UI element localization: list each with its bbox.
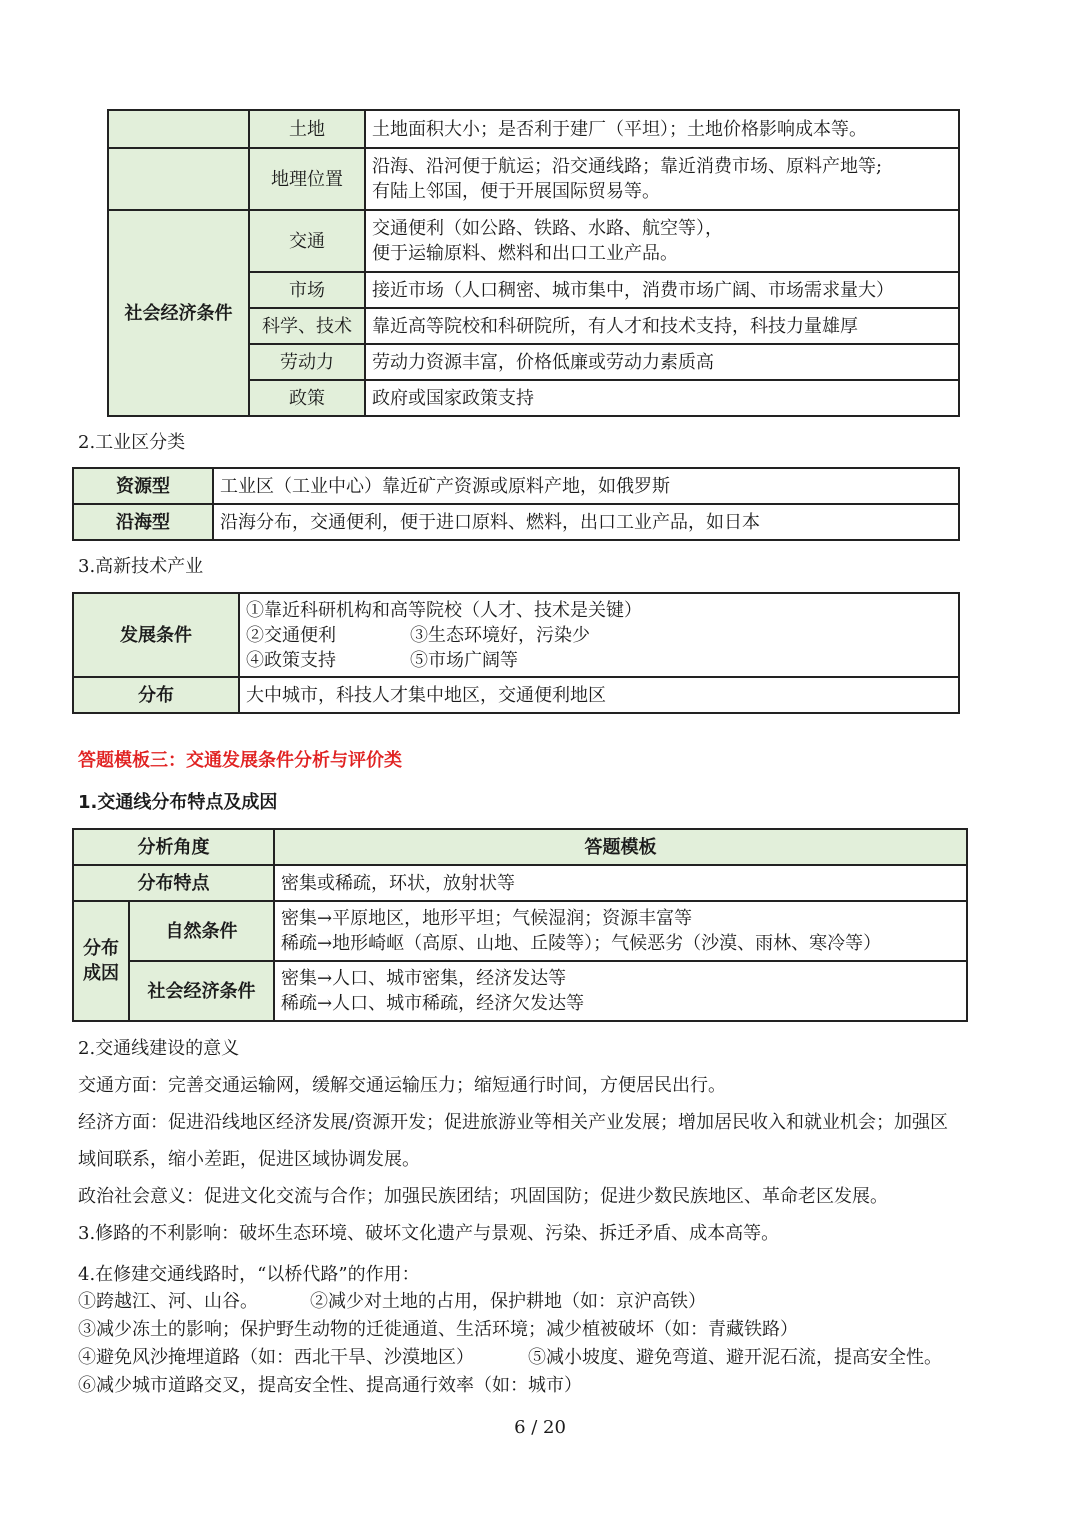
natural-desc [274, 901, 967, 961]
list-item: ①跨越江、河、山谷。 [78, 1291, 258, 1312]
group-label: 社会经济条件 [108, 210, 249, 416]
factor-desc: 土地面积大小；是否利于建厂（平坦）；土地价格影响成本等。 [365, 110, 959, 148]
cause-label-line: 成因 [83, 963, 119, 984]
industrial-location-table [107, 109, 960, 417]
section-title: 2.工业区分类 [78, 432, 186, 453]
desc-line: 便于运输原料、燃料和出口工业产品。 [372, 243, 678, 264]
factor-name: 土地 [249, 110, 365, 148]
natural-label: 自然条件 [129, 901, 274, 961]
factor-name: 政策 [249, 380, 365, 416]
blank-cell [108, 110, 249, 148]
zone-type: 资源型 [73, 468, 213, 504]
paragraph: 经济方面：促进沿线地区经济发展/资源开发；促进旅游业等相关产业发展；增加居民收入和就业机会；加强区 [78, 1112, 949, 1133]
list-item: ②减少对土地的占用，保护耕地（如：京沪高铁） [310, 1291, 706, 1312]
socio-label: 社会经济条件 [129, 961, 274, 1021]
factor-desc [365, 210, 959, 272]
list-item: ⑥减少城市道路交叉，提高安全性、提高通行效率（如：城市） [78, 1375, 582, 1396]
desc-line: 密集→平原地区，地形平坦；气候湿润；资源丰富等 [281, 908, 693, 929]
desc-line: 有陆上邻国，便于开展国际贸易等。 [372, 181, 660, 202]
zone-desc: 工业区（工业中心）靠近矿产资源或原料产地，如俄罗斯 [213, 468, 959, 504]
page-number: 6 / 20 [514, 1417, 566, 1438]
header-angle: 分析角度 [73, 829, 274, 865]
list-item: ⑤减小坡度、避免弯道、避开泥石流，提高安全性。 [528, 1347, 942, 1368]
zone-type: 沿海型 [73, 504, 213, 540]
distribution-desc: 大中城市，科技人才集中地区，交通便利地区 [239, 677, 959, 713]
industrial-zone-table [72, 467, 960, 541]
desc-line: 稀疏→地形崎岖（高原、山地、丘陵等）；气候恶劣（沙漠、雨林、寒冷等） [281, 933, 882, 954]
feature-label: 分布特点 [73, 865, 274, 901]
item: ④政策支持 [246, 649, 336, 671]
factor-desc: 靠近高等院校和科研院所，有人才和技术支持，科技力量雄厚 [365, 308, 959, 344]
paragraph: 交通方面：完善交通运输网，缓解交通运输压力；缩短通行时间，方便居民出行。 [78, 1075, 726, 1096]
paragraph: 政治社会意义：促进文化交流与合作；加强民族团结；巩固国防；促进少数民族地区、革命老区发展。 [78, 1186, 888, 1207]
desc-line: 交通便利（如公路、铁路、水路、航空等）， [372, 218, 723, 239]
transport-analysis-table [72, 828, 968, 1022]
sub-heading: 1.交通线分布特点及成因 [78, 792, 278, 813]
header-template: 答题模板 [274, 829, 967, 865]
condition-desc [239, 593, 959, 677]
factor-desc: 劳动力资源丰富，价格低廉或劳动力素质高 [365, 344, 959, 380]
desc-line [246, 648, 952, 673]
factor-name: 科学、技术 [249, 308, 365, 344]
paragraph: 4.在修建交通线路时，“以桥代路”的作用： [78, 1264, 420, 1285]
desc-line: 沿海、沿河便于航运；沿交通线路；靠近消费市场、原料产地等; [372, 156, 883, 177]
zone-desc: 沿海分布，交通便利，便于进口原料、燃料，出口工业产品，如日本 [213, 504, 959, 540]
factor-name: 劳动力 [249, 344, 365, 380]
section-title: 2.交通线建设的意义 [78, 1038, 240, 1059]
list-item: ③减少冻土的影响；保护野生动物的迁徙通道、生活环境；减少植被破坏（如：青藏铁路） [78, 1319, 798, 1340]
list-item: ④避免风沙掩埋道路（如：西北干旱、沙漠地区） [78, 1347, 474, 1368]
cause-label [73, 901, 129, 1021]
distribution-label: 分布 [73, 677, 239, 713]
factor-desc [365, 148, 959, 210]
blank-cell [108, 148, 249, 210]
item: ②交通便利 [246, 624, 336, 646]
high-tech-table [72, 592, 960, 714]
cause-label-line: 分布 [83, 938, 119, 959]
desc-line: 密集→人口、城市密集，经济发达等 [281, 968, 567, 989]
desc-line: ①靠近科研机构和高等院校（人才、技术是关键） [246, 599, 642, 621]
socio-desc [274, 961, 967, 1021]
paragraph: 3.修路的不利影响：破坏生态环境、破坏文化遗产与景观、污染、拆迁矛盾、成本高等。 [78, 1223, 780, 1244]
condition-label: 发展条件 [73, 593, 239, 677]
template-heading: 答题模板三：交通发展条件分析与评价类 [78, 750, 402, 771]
section-title: 3.高新技术产业 [78, 556, 204, 577]
factor-name: 地理位置 [249, 148, 365, 210]
item: ③生态环境好，污染少 [410, 624, 590, 646]
desc-line [246, 623, 952, 648]
paragraph: 域间联系，缩小差距，促进区域协调发展。 [78, 1149, 420, 1170]
item: ⑤市场广阔等 [410, 649, 518, 671]
factor-desc: 政府或国家政策支持 [365, 380, 959, 416]
factor-name: 交通 [249, 210, 365, 272]
factor-desc: 接近市场（人口稠密、城市集中，消费市场广阔、市场需求量大） [365, 272, 959, 308]
feature-desc: 密集或稀疏，环状，放射状等 [274, 865, 967, 901]
desc-line: 稀疏→人口、城市稀疏，经济欠发达等 [281, 993, 585, 1014]
factor-name: 市场 [249, 272, 365, 308]
